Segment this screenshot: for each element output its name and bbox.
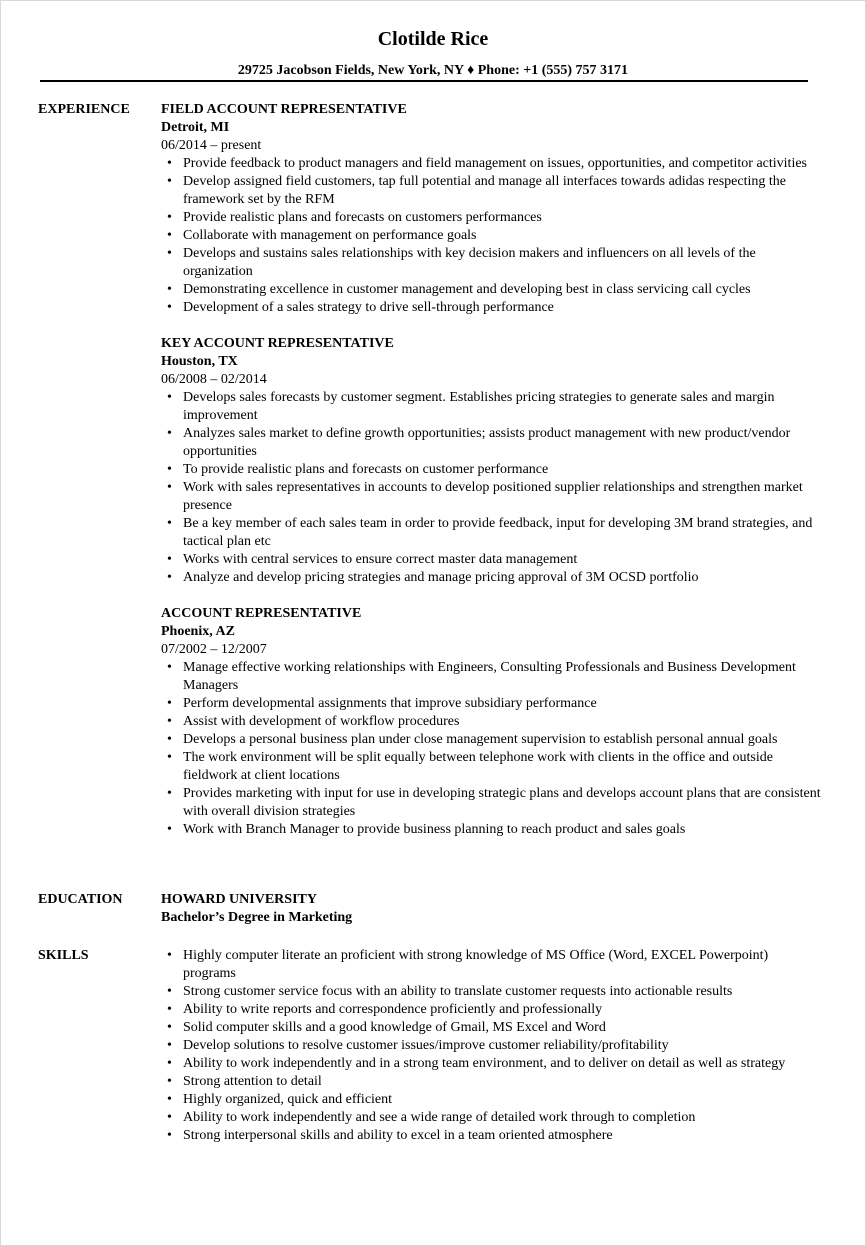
job-entry	[161, 605, 821, 839]
job-dates: 06/2008 – 02/2014	[161, 372, 267, 387]
bullet-item: • Highly organized, quick and efficient	[161, 1091, 821, 1109]
candidate-name: Clotilde Rice	[377, 28, 489, 50]
education-body	[161, 891, 821, 927]
bullet-item: • Ability to work independently and in a strong team environment, and to deliver on detail as well as strategy	[161, 1055, 821, 1073]
contact-line: 29725 Jacobson Fields, New York, NY ♦ Phone: +1 (555) 757 3171	[237, 63, 629, 78]
bullet-item: • Develop solutions to resolve customer issues/improve customer reliability/profitability	[161, 1037, 821, 1055]
bullet-item: • Demonstrating excellence in customer management and developing best in class servicing call cycles	[161, 281, 821, 299]
bullet-item: • Solid computer skills and a good knowledge of Gmail, MS Excel and Word	[161, 1019, 821, 1037]
job-location: Detroit, MI	[161, 120, 230, 135]
bullet-item: • Work with Branch Manager to provide business planning to reach product and sales goals	[161, 821, 821, 839]
bullet-item: • Develops and sustains sales relationships with key decision makers and influencers on all levels of the organization	[161, 245, 821, 281]
bullet-item: • Works with central services to ensure correct master data management	[161, 551, 821, 569]
bullet-item: • Ability to work independently and see a wide range of detailed work through to completion	[161, 1109, 821, 1127]
job-location: Houston, TX	[161, 354, 238, 369]
bullet-item: • Development of a sales strategy to drive sell-through performance	[161, 299, 821, 317]
job-entry	[161, 335, 821, 587]
bullet-item: • Collaborate with management on performance goals	[161, 227, 821, 245]
education-label: EDUCATION	[38, 892, 123, 907]
job-dates: 07/2002 – 12/2007	[161, 642, 267, 657]
job-title: FIELD ACCOUNT REPRESENTATIVE	[161, 102, 407, 117]
job-title: KEY ACCOUNT REPRESENTATIVE	[161, 336, 394, 351]
bullet-item: • Provide realistic plans and forecasts on customers performances	[161, 209, 821, 227]
bullet-item: • Assist with development of workflow procedures	[161, 713, 821, 731]
skills-body	[161, 947, 821, 1145]
bullet-item: • The work environment will be split equally between telephone work with clients in the office and outside fieldwork at client locations	[161, 749, 821, 785]
bullet-item: • Develops sales forecasts by customer segment. Establishes pricing strategies to generate sales and margin improvement	[161, 389, 821, 425]
bullet-item: • Develop assigned field customers, tap full potential and manage all interfaces towards adidas respecting the framework set by the RFM	[161, 173, 821, 209]
bullet-item: • Work with sales representatives in accounts to develop positioned supplier relationships and strengthen market presence	[161, 479, 821, 515]
bullet-item: • Develops a personal business plan under close management supervision to establish personal annual goals	[161, 731, 821, 749]
bullet-item: • To provide realistic plans and forecasts on customer performance	[161, 461, 821, 479]
job-bullets	[161, 659, 821, 839]
bullet-item: • Perform developmental assignments that improve subsidiary performance	[161, 695, 821, 713]
bullet-item: • Strong attention to detail	[161, 1073, 821, 1091]
skills-bullets	[161, 947, 821, 1145]
skills-label: SKILLS	[38, 948, 89, 963]
bullet-item: • Be a key member of each sales team in order to provide feedback, input for developing 3M brand strategies, and tactical plan etc	[161, 515, 821, 551]
experience-body	[161, 101, 821, 857]
job-location: Phoenix, AZ	[161, 624, 235, 639]
bullet-item: • Analyzes sales market to define growth opportunities; assists product management with new product/vendor opportunities	[161, 425, 821, 461]
bullet-item: • Highly computer literate an proficient with strong knowledge of MS Office (Word, EXCEL Powerpoint) programs	[161, 947, 821, 983]
bullet-item: • Manage effective working relationships with Engineers, Consulting Professionals and Business Development Managers	[161, 659, 821, 695]
degree: Bachelor’s Degree in Marketing	[161, 910, 353, 925]
job-entry	[161, 101, 821, 317]
bullet-item: • Strong interpersonal skills and ability to excel in a team oriented atmosphere	[161, 1127, 821, 1145]
bullet-item: • Provides marketing with input for use in developing strategic plans and develops account plans that are consistent with overall division strategies	[161, 785, 821, 821]
job-bullets	[161, 155, 821, 317]
job-bullets	[161, 389, 821, 587]
bullet-item: • Analyze and develop pricing strategies and manage pricing approval of 3M OCSD portfolio	[161, 569, 821, 587]
bullet-item: • Strong customer service focus with an ability to translate customer requests into actionable results	[161, 983, 821, 1001]
experience-label: EXPERIENCE	[38, 102, 130, 117]
bullet-item: • Provide feedback to product managers and field management on issues, opportunities, and competitor activities	[161, 155, 821, 173]
header-divider	[40, 80, 808, 82]
resume-header	[0, 26, 866, 80]
job-dates: 06/2014 – present	[161, 138, 262, 153]
bullet-item: • Ability to write reports and correspondence proficiently and professionally	[161, 1001, 821, 1019]
school-name: HOWARD UNIVERSITY	[161, 892, 317, 907]
job-title: ACCOUNT REPRESENTATIVE	[161, 606, 362, 621]
